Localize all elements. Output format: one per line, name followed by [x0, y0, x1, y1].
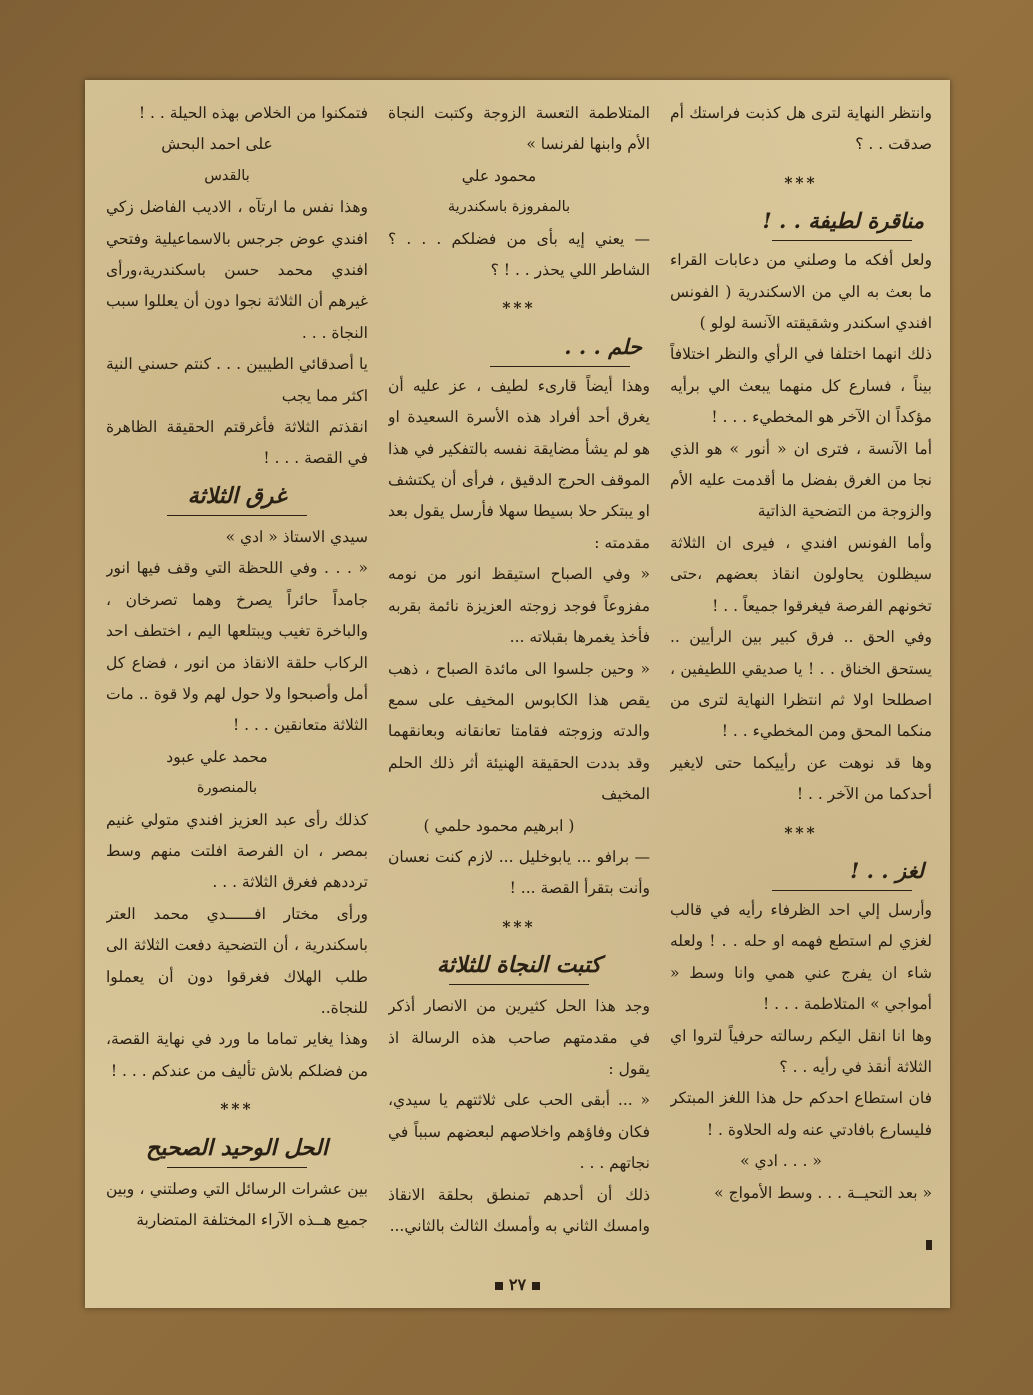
paragraph: « بعد التحيــة . . . وسط الأمواج » [714, 1183, 932, 1202]
section-heading: كتبت النجاة للثلاثة [436, 952, 602, 979]
paragraph: « وحين جلسوا الى مائدة الصباح ، ذهب يقص هذا الكابوس المخيف على سمع والدته وزوجته فقامتا تعانقانه وبعانقهما وقد بددت الحقيقة الهنيئة أثر ذلك الحلم المخيف [388, 659, 650, 804]
heading-underline [167, 515, 307, 516]
corner-mark [926, 1240, 932, 1250]
paragraph: وجد هذا الحل كثيرين من الانصار أذكر في مقدمتهم صاحب هذه الرسالة اذ يقول : [388, 997, 650, 1078]
paragraph: ذلك انهما اختلفا في الرأي والنظر اختلافاً بيناً ، فسارع كل منهما يبعث الي برأيه مؤكداً ان الآخر هو المخطيء . . . ! [670, 345, 932, 427]
paragraph: وأرسل إلي احد الظرفاء رأيه في قالب لغزي لم استطع فهمه او حله . . ! ولعله شاء ان يفرج عني همي وانا وسط « أمواجي » المتلاطمة . . . ! [670, 900, 932, 1014]
section-heading: الحل الوحيد الصحيح [146, 1134, 328, 1161]
paragraph: أما الآنسة ، فترى ان « أنور » هو الذي نجا من الغرق بفضل ما أقدمت عليه الأم والزوجة من التضحية الذاتية [670, 439, 932, 521]
heading-underline [772, 890, 912, 891]
column-left [106, 98, 368, 1248]
section-heading: لغز . . ! [850, 857, 924, 883]
paragraph: وهذا نفس ما ارتآه ، الاديب الفاضل زكي افندي عوض جرجس بالاسماعيلية وفتحي افندي محمد حسن باسكندرية،ورأى غيرهم أن الثلاثة نجوا دون أن يعللوا سبب النجاة . . . [106, 198, 368, 342]
paragraph: سيدي الاستاذ « ادي » [225, 527, 368, 546]
author-signature: محمود علي [461, 166, 537, 185]
magazine-page [85, 80, 950, 1308]
paragraph: — يعني إيه بأى من فضلكم . . . ؟ الشاطر اللي يحذر . . ! ؟ [388, 229, 650, 280]
heading-underline [167, 1167, 307, 1168]
author-signature: محمد علي عبود [166, 747, 268, 766]
author-location: بالمنصورة [196, 780, 258, 797]
section-separator: *** [784, 822, 818, 842]
author-location: بالمفروزة باسكندرية [447, 199, 571, 216]
paragraph: — برافو ... يابوخليل ... لازم كنت نعسان وأنت بتقرأ القصة ... ! [388, 847, 650, 898]
paragraph: « ... أبقى الحب على ثلاثتهم يا سيدي، فكان وفاؤهم واخلاصهم لبعضهم سبباً في نجاتهم . . . [388, 1091, 650, 1173]
column-right [670, 98, 932, 1248]
paragraph: كذلك رأى عبد العزيز افندي متولي غنيم بمصر ، ان الفرصة افلتت منهم وسط ترددهم فغرق الثلاثة . . . [106, 810, 368, 892]
section-heading: مناقرة لطيفة . . ! [762, 208, 924, 234]
section-heading: غرق الثلاثة [187, 482, 287, 509]
paragraph: « وفي الصباح استيقظ انور من نومه مفزوعاً فوجد زوجته العزيزة نائمة بقربه فأخذ يغمرها بقبلاته ... [388, 565, 650, 647]
paragraph: وانتظر النهاية لترى هل كذبت فراستك أم صدقت . . ؟ [670, 104, 932, 154]
square-bullet-icon [532, 1282, 540, 1290]
paragraph: وهذا أيضاً قارىء لطيف ، عز عليه أن يغرق أحد أفراد هذه الأسرة السعيدة او هو لم يشأ مضايقة نفسه بالتفكير في هذا الموقف الحرج الدقيق ، فرأى أن يكتشف او يبتكر حلا بسيطا سهلا فأرسل يقول بعد مقدمته : [388, 376, 650, 552]
section-separator: *** [502, 298, 536, 318]
paragraph: ورأى مختار افــــــدي محمد العتر باسكندرية ، أن التضحية دفعت الثلاثة الى طلب الهلاك فغرقوا دون أن يعملوا للنجاة.. [106, 904, 368, 1017]
paragraph: ذلك أن أحدهم تمنطق بحلقة الانقاذ وامسك الثاني به وأمسك الثالث بالثاني... [388, 1185, 650, 1235]
page-number-text: ٢٧ [508, 1275, 527, 1294]
paragraph: بين عشرات الرسائل التي وصلتني ، وبين جميع هــذه الآراء المختلفة المتضاربة [106, 1179, 368, 1229]
paragraph: « . . . وفي اللحظة التي وقف فيها انور جامداً حائراً يصرخ وهما تصرخان ، والباخرة تغيب ويبتلعها اليم ، اختطف احد الركاب حلقة الانقاذ من انور ، فضاع كل أمل وأصبحوا ولا حول لهم ولا قوة .. مات الثلاثة متعانقين . . . ! [106, 559, 368, 735]
heading-underline [490, 366, 630, 367]
section-separator: *** [220, 1099, 254, 1119]
author-signature: ( ابرهيم محمود حلمي ) [423, 816, 575, 835]
author-signature: على احمد البحش [161, 135, 273, 154]
paragraph: وهذا يغاير تماما ما ورد في نهاية القصة، من فضلكم بلاش تأليف من عندكم . . . ! [106, 1030, 368, 1080]
paragraph: وها قد نوهت عن رأييكما حتى لايغير أحدكما من الآخر . . ! [670, 753, 932, 804]
paragraph: يا أصدقائي الطيبين . . . كنتم حسني النية اكثر مما يجب [106, 355, 368, 405]
paragraph: المتلاطمة التعسة الزوجة وكتبت النجاة الأم وابنها لفرنسا » [388, 104, 650, 154]
quote-signature: « . . . ادي » [740, 1152, 822, 1171]
paragraph: ولعل أفكه ما وصلني من دعابات القراء ما بعث به الي من الاسكندرية ( الفونس افندي اسكندر وشقيقته الآنسة لولو ) [670, 251, 932, 333]
section-heading: حلم . . . [564, 333, 642, 359]
column-middle [388, 98, 650, 1248]
paragraph: وفي الحق .. فرق كبير بين الرأيين .. يستحق الخناق . . ! يا صديقي اللطيفين ، اصطلحا اولا ثم انتظرا النهاية لترى من منكما المحق ومن المخطيء . . ! [670, 628, 932, 741]
paragraph: انقذتم الثلاثة فأغرقتم الحقيقة الظاهرة في القصة . . . ! [106, 418, 368, 468]
paragraph: وأما الفونس افندي ، فيرى ان الثلاثة سيظلون يحاولون انقاذ بعضهم ،حتى تخونهم الفرصة فيغرقوا جميعاً . . ! [670, 533, 932, 615]
section-separator: *** [502, 916, 536, 936]
author-location: بالقدس [204, 167, 250, 184]
heading-underline [449, 984, 589, 985]
page-number [85, 1275, 950, 1294]
paragraph: فتمكنوا من الخلاص بهذه الحيلة . . ! [138, 104, 368, 122]
section-separator: *** [784, 172, 818, 192]
paragraph: وها انا انقل اليكم رسالته حرفياً لتروا اي الثلاثة أنقذ في رأيه . . ؟ [670, 1026, 932, 1076]
heading-underline [772, 240, 912, 241]
square-bullet-icon [495, 1282, 503, 1290]
paragraph: فان استطاع احدكم حل هذا اللغز المبتكر فليسارع بافادتي عنه وله الحلاوة . ! [670, 1089, 932, 1139]
